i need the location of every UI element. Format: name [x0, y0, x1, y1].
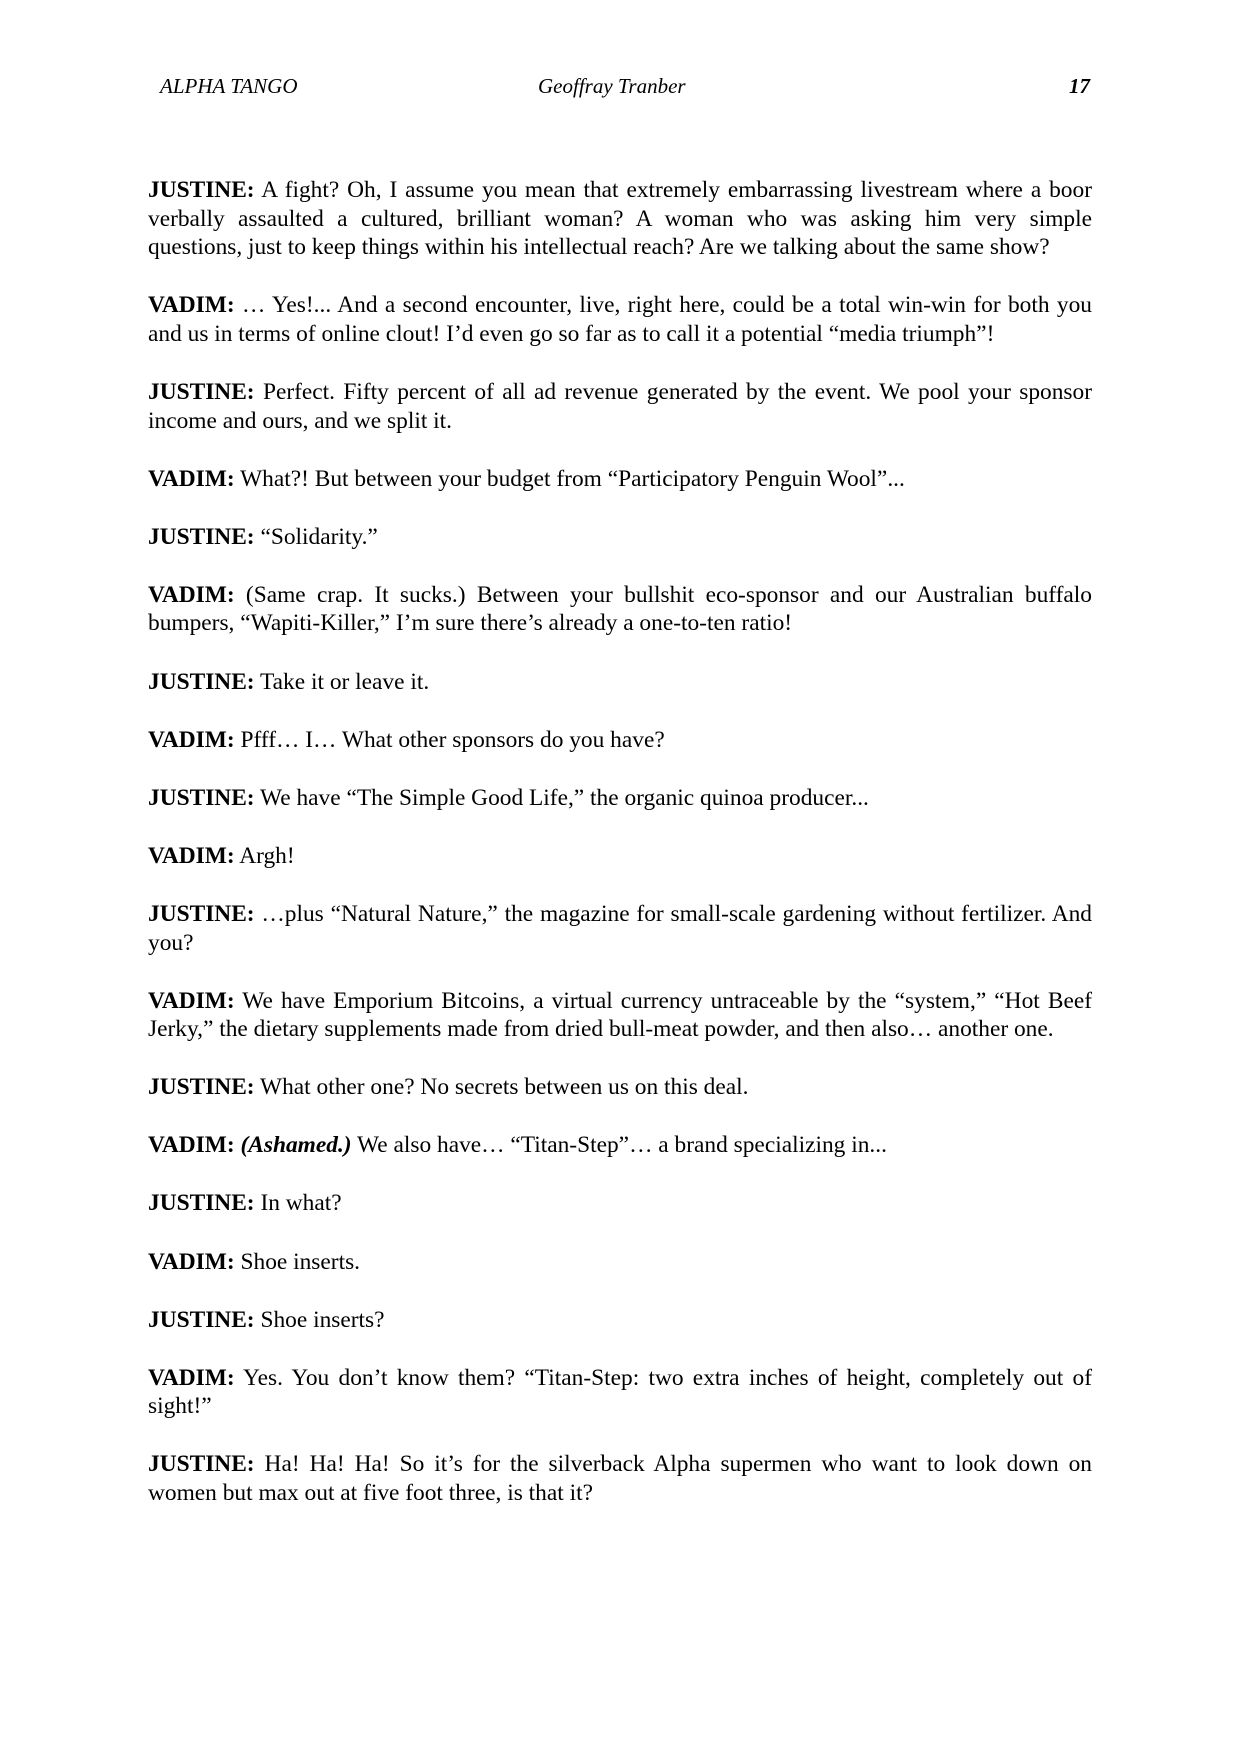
dialogue-text: Perfect. Fifty percent of all ad revenue generated by the event. We pool your sponsor income and ours, and we split it. — [148, 378, 1092, 434]
speaker-name: VADIM: — [148, 1248, 235, 1275]
dialogue-line — [148, 726, 1092, 755]
dialogue-line — [148, 581, 1092, 638]
dialogue-line — [148, 1450, 1092, 1507]
dialogue-line — [148, 176, 1092, 262]
header-author: Geoffray Tranber — [538, 74, 686, 98]
dialogue-text: Pfff… I… What other sponsors do you have? — [234, 726, 665, 753]
speaker-name: VADIM: — [148, 1364, 235, 1391]
speaker-name: JUSTINE: — [148, 1451, 255, 1478]
running-header — [160, 74, 1090, 104]
speaker-name: JUSTINE: — [148, 1074, 255, 1101]
dialogue-text: Take it or leave it. — [254, 668, 430, 695]
dialogue-text: “Solidarity.” — [254, 523, 378, 550]
dialogue-line — [148, 842, 1092, 871]
speaker-name: JUSTINE: — [148, 378, 255, 405]
dialogue-line — [148, 1073, 1092, 1102]
dialogue-text: A fight? Oh, I assume you mean that extremely embarrassing livestream where a boor verbally assaulted a cultured, brilliant woman? A woman who was asking him very simple questions, just to keep things within his intellectual reach? Are we talking about the same show? — [148, 177, 1092, 261]
dialogue-line — [148, 523, 1092, 552]
dialogue-line — [148, 900, 1092, 957]
dialogue-text: Shoe inserts? — [254, 1306, 385, 1333]
dialogue-line — [148, 1248, 1092, 1277]
speaker-name: VADIM: — [148, 292, 235, 319]
speaker-name: VADIM: — [148, 842, 235, 869]
dialogue-line — [148, 784, 1092, 813]
speaker-name: VADIM: — [148, 726, 235, 753]
header-page-number: 17 — [1069, 74, 1090, 98]
dialogue-text: What?! But between your budget from “Participatory Penguin Wool”... — [234, 465, 905, 492]
dialogue-line — [148, 1189, 1092, 1218]
stage-direction: (Ashamed.) — [234, 1132, 352, 1159]
dialogue-line — [148, 1364, 1092, 1421]
speaker-name: JUSTINE: — [148, 177, 255, 203]
dialogue-text: … Yes!... And a second encounter, live, right here, could be a total win-win for both you and us in terms of online clout! I’d even go so far as to call it a potential “media triumph”! — [148, 292, 1092, 347]
dialogue-text: Shoe inserts. — [234, 1248, 361, 1275]
dialogue-text: We have “The Simple Good Life,” the organic quinoa producer... — [254, 784, 869, 811]
dialogue-line — [148, 1306, 1092, 1335]
dialogue-text: Ha! Ha! Ha! So it’s for the silverback Alpha supermen who want to look down on women but max out at five foot three, is that it? — [148, 1451, 1092, 1507]
dialogue-text: We also have… “Titan-Step”… a brand specializing in... — [351, 1132, 887, 1159]
dialogue-line — [148, 465, 1092, 494]
speaker-name: JUSTINE: — [148, 900, 255, 927]
dialogue-text: In what? — [254, 1190, 342, 1217]
dialogue-line — [148, 378, 1092, 435]
dialogue-line — [148, 1131, 1092, 1160]
dialogue-text: We have Emporium Bitcoins, a virtual currency untraceable by the “system,” “Hot Beef Jerky,” the dietary supplements made from dried bull-meat powder, and then also… another one. — [148, 987, 1092, 1043]
dialogue-line — [148, 987, 1092, 1044]
header-book-title: ALPHA TANGO — [160, 74, 298, 98]
speaker-name: JUSTINE: — [148, 1306, 255, 1333]
dialogue-text: Argh! — [234, 842, 295, 869]
speaker-name: JUSTINE: — [148, 523, 255, 550]
speaker-name: VADIM: — [148, 1132, 235, 1159]
speaker-name: JUSTINE: — [148, 784, 255, 811]
dialogue-text: Yes. You don’t know them? “Titan-Step: two extra inches of height, completely out of sight!” — [148, 1364, 1092, 1420]
script-body — [148, 176, 1092, 1537]
dialogue-text: (Same crap. It sucks.) Between your bullshit eco-sponsor and our Australian buffalo bumpers, “Wapiti-Killer,” I’m sure there’s already a one-to-ten ratio! — [148, 581, 1092, 637]
dialogue-line — [148, 668, 1092, 697]
speaker-name: VADIM: — [148, 581, 235, 608]
speaker-name: JUSTINE: — [148, 1190, 255, 1217]
dialogue-line — [148, 291, 1092, 348]
dialogue-text: …plus “Natural Nature,” the magazine for small-scale gardening without fertilizer. And you? — [148, 900, 1092, 956]
speaker-name: JUSTINE: — [148, 668, 255, 695]
speaker-name: VADIM: — [148, 465, 235, 492]
speaker-name: VADIM: — [148, 987, 235, 1014]
dialogue-text: What other one? No secrets between us on this deal. — [254, 1074, 749, 1101]
